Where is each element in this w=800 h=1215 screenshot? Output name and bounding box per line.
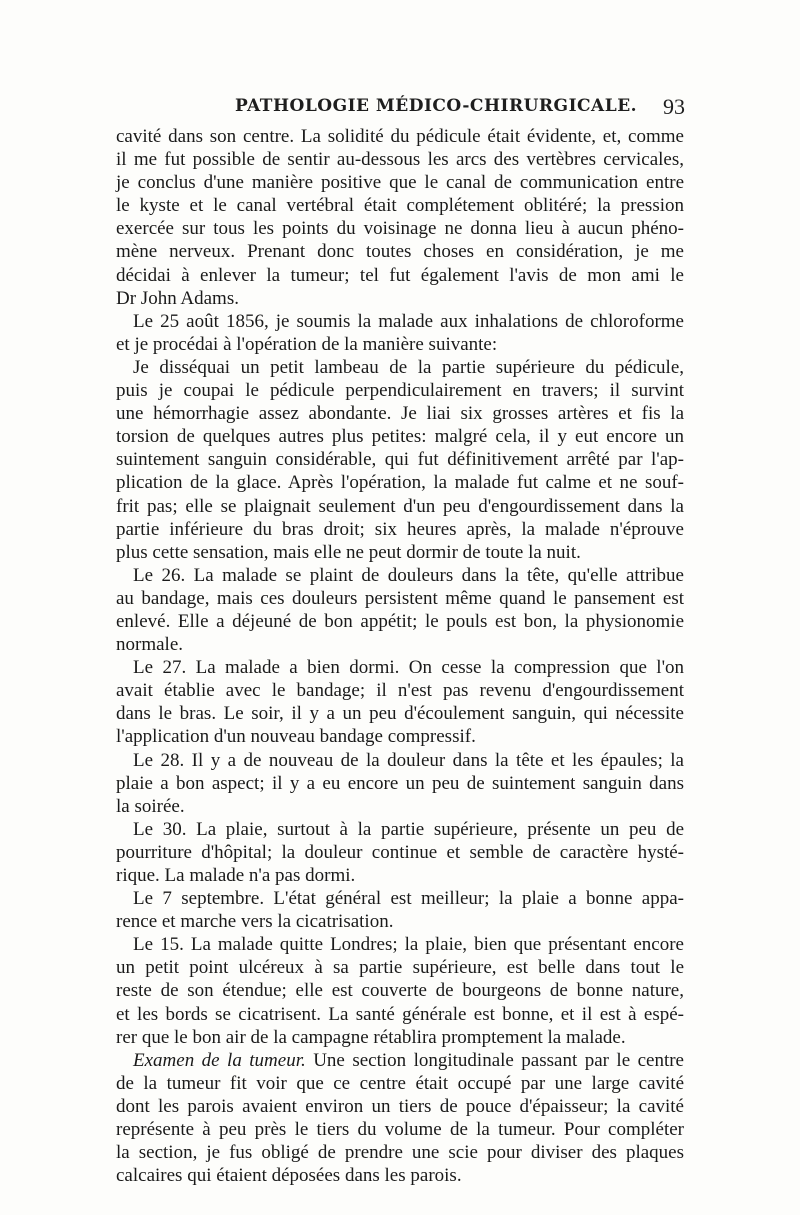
paragraph bbox=[116, 310, 684, 356]
paragraph bbox=[116, 818, 684, 887]
text-line: calcaires qui étaient déposées dans les parois. bbox=[116, 1165, 462, 1187]
text-line: partie inférieure du bras droit; six heures après, la malade n'éprouve bbox=[116, 518, 684, 540]
text-line: le kyste et le canal vertébral était complétement oblitéré; la pression bbox=[116, 195, 684, 217]
text-line: normale. bbox=[116, 634, 184, 656]
paragraph bbox=[116, 1049, 684, 1188]
text-line: un petit point ulcéreux à sa partie supérieure, est belle dans tout le bbox=[116, 957, 684, 979]
paragraph bbox=[116, 933, 684, 1048]
paragraph bbox=[116, 887, 684, 933]
text-line: je conclus d'une manière positive que le canal de communication entre bbox=[116, 172, 684, 194]
section-label: Examen de la tumeur. bbox=[133, 1049, 306, 1071]
text-line: il me fut possible de sentir au-dessous les arcs des vertèbres cervicales, bbox=[116, 149, 684, 171]
text-line: exercée sur tous les points du voisinage ne donna lieu à aucun phéno- bbox=[116, 218, 684, 240]
text-line: cavité dans son centre. La solidité du pédicule était évidente, et, comme bbox=[116, 126, 684, 147]
text-line: Le 7 septembre. L'état général est meilleur; la plaie a bonne appa- bbox=[133, 888, 684, 910]
text-line: Le 15. La malade quitte Londres; la plaie, bien que présentant encore bbox=[133, 934, 684, 956]
text-line: rence et marche vers la cicatrisation. bbox=[116, 911, 394, 933]
text-line: pourriture d'hôpital; la douleur continue et semble de caractère hysté- bbox=[116, 841, 684, 863]
page-number: 93 bbox=[663, 94, 685, 119]
text-line: reste de son étendue; elle est couverte de bourgeons de bonne nature, bbox=[116, 980, 684, 1002]
text-line: et les bords se cicatrisent. La santé générale est bonne, et il est à espé- bbox=[116, 1003, 684, 1025]
text-line: décidai à enlever la tumeur; tel fut également l'avis de mon ami le bbox=[116, 264, 684, 286]
text-line: rique. La malade n'a pas dormi. bbox=[116, 865, 356, 886]
text-line: Le 26. La malade se plaint de douleurs dans la tête, qu'elle attribue bbox=[133, 564, 684, 586]
text-line: plication de la glace. Après l'opération, la malade fut calme et ne souf- bbox=[116, 472, 684, 494]
text-line: représente à peu près le tiers du volume de la tumeur. Pour compléter bbox=[116, 1119, 684, 1141]
text-line: Le 25 août 1856, je soumis la malade aux inhalations de chloroforme bbox=[133, 310, 684, 332]
text-line: puis je coupai le pédicule perpendiculairement en travers; il survint bbox=[116, 380, 684, 402]
text-line: l'application d'un nouveau bandage compressif. bbox=[116, 726, 476, 748]
text-line: plus cette sensation, mais elle ne peut dormir de toute la nuit. bbox=[116, 541, 581, 563]
paragraph bbox=[116, 125, 684, 310]
text-line bbox=[116, 1049, 684, 1072]
paragraph bbox=[116, 749, 684, 818]
text-line: de la tumeur fit voir que ce centre était occupé par une large cavité bbox=[116, 1072, 684, 1094]
paragraph bbox=[116, 564, 684, 656]
text-line: suintement sanguin considérable, qui fut définitivement arrêté par l'ap- bbox=[116, 449, 684, 471]
text-line: torsion de quelques autres plus petites: malgré cela, il y eut encore un bbox=[116, 426, 684, 448]
text-line: dans le bras. Le soir, il y a un peu d'écoulement sanguin, qui nécessite bbox=[116, 703, 684, 725]
text-line: la section, je fus obligé de prendre une scie pour diviser des plaques bbox=[116, 1142, 684, 1164]
text-line: Je disséquai un petit lambeau de la partie supérieure du pédicule, bbox=[133, 356, 684, 378]
body-text bbox=[116, 125, 684, 1187]
section-label-rest: Une section longitudinale passant par le centre bbox=[305, 1049, 684, 1071]
paragraph bbox=[116, 656, 684, 748]
text-line: rer que le bon air de la campagne rétablira promptement la malade. bbox=[116, 1026, 626, 1048]
text-line: et je procédai à l'opération de la manière suivante: bbox=[116, 333, 498, 355]
running-title: PATHOLOGIE MÉDICO-CHIRURGICALE. bbox=[235, 96, 638, 116]
text-line: dont les parois avaient environ un tiers de pouce d'épaisseur; la cavité bbox=[116, 1095, 684, 1117]
text-line: frit pas; elle se plaignait seulement d'un peu d'engourdissement dans la bbox=[116, 495, 684, 517]
text-line: Le 27. La malade a bien dormi. On cesse la compression que l'on bbox=[133, 657, 684, 679]
text-line: la soirée. bbox=[116, 795, 185, 817]
text-line: mène nerveux. Prenant donc toutes choses en considération, je me bbox=[116, 241, 684, 263]
text-line: enlevé. Elle a déjeuné de bon appétit; le pouls est bon, la physionomie bbox=[116, 610, 684, 632]
text-line: Le 30. La plaie, surtout à la partie supérieure, présente un peu de bbox=[133, 818, 684, 840]
text-line: Le 28. Il y a de nouveau de la douleur dans la tête et les épaules; la bbox=[133, 749, 684, 771]
text-line: au bandage, mais ces douleurs persistent même quand le pansement est bbox=[116, 587, 684, 609]
text-line: Dr John Adams. bbox=[116, 287, 239, 309]
text-line: plaie a bon aspect; il y a eu encore un peu de suintement sanguin dans bbox=[116, 772, 684, 794]
text-line: avait établie avec le bandage; il n'est pas revenu d'engourdissement bbox=[116, 680, 684, 702]
running-head bbox=[115, 96, 685, 122]
text-line: une hémorrhagie assez abondante. Je liai six grosses artères et fis la bbox=[116, 403, 684, 425]
paragraph bbox=[116, 356, 684, 564]
